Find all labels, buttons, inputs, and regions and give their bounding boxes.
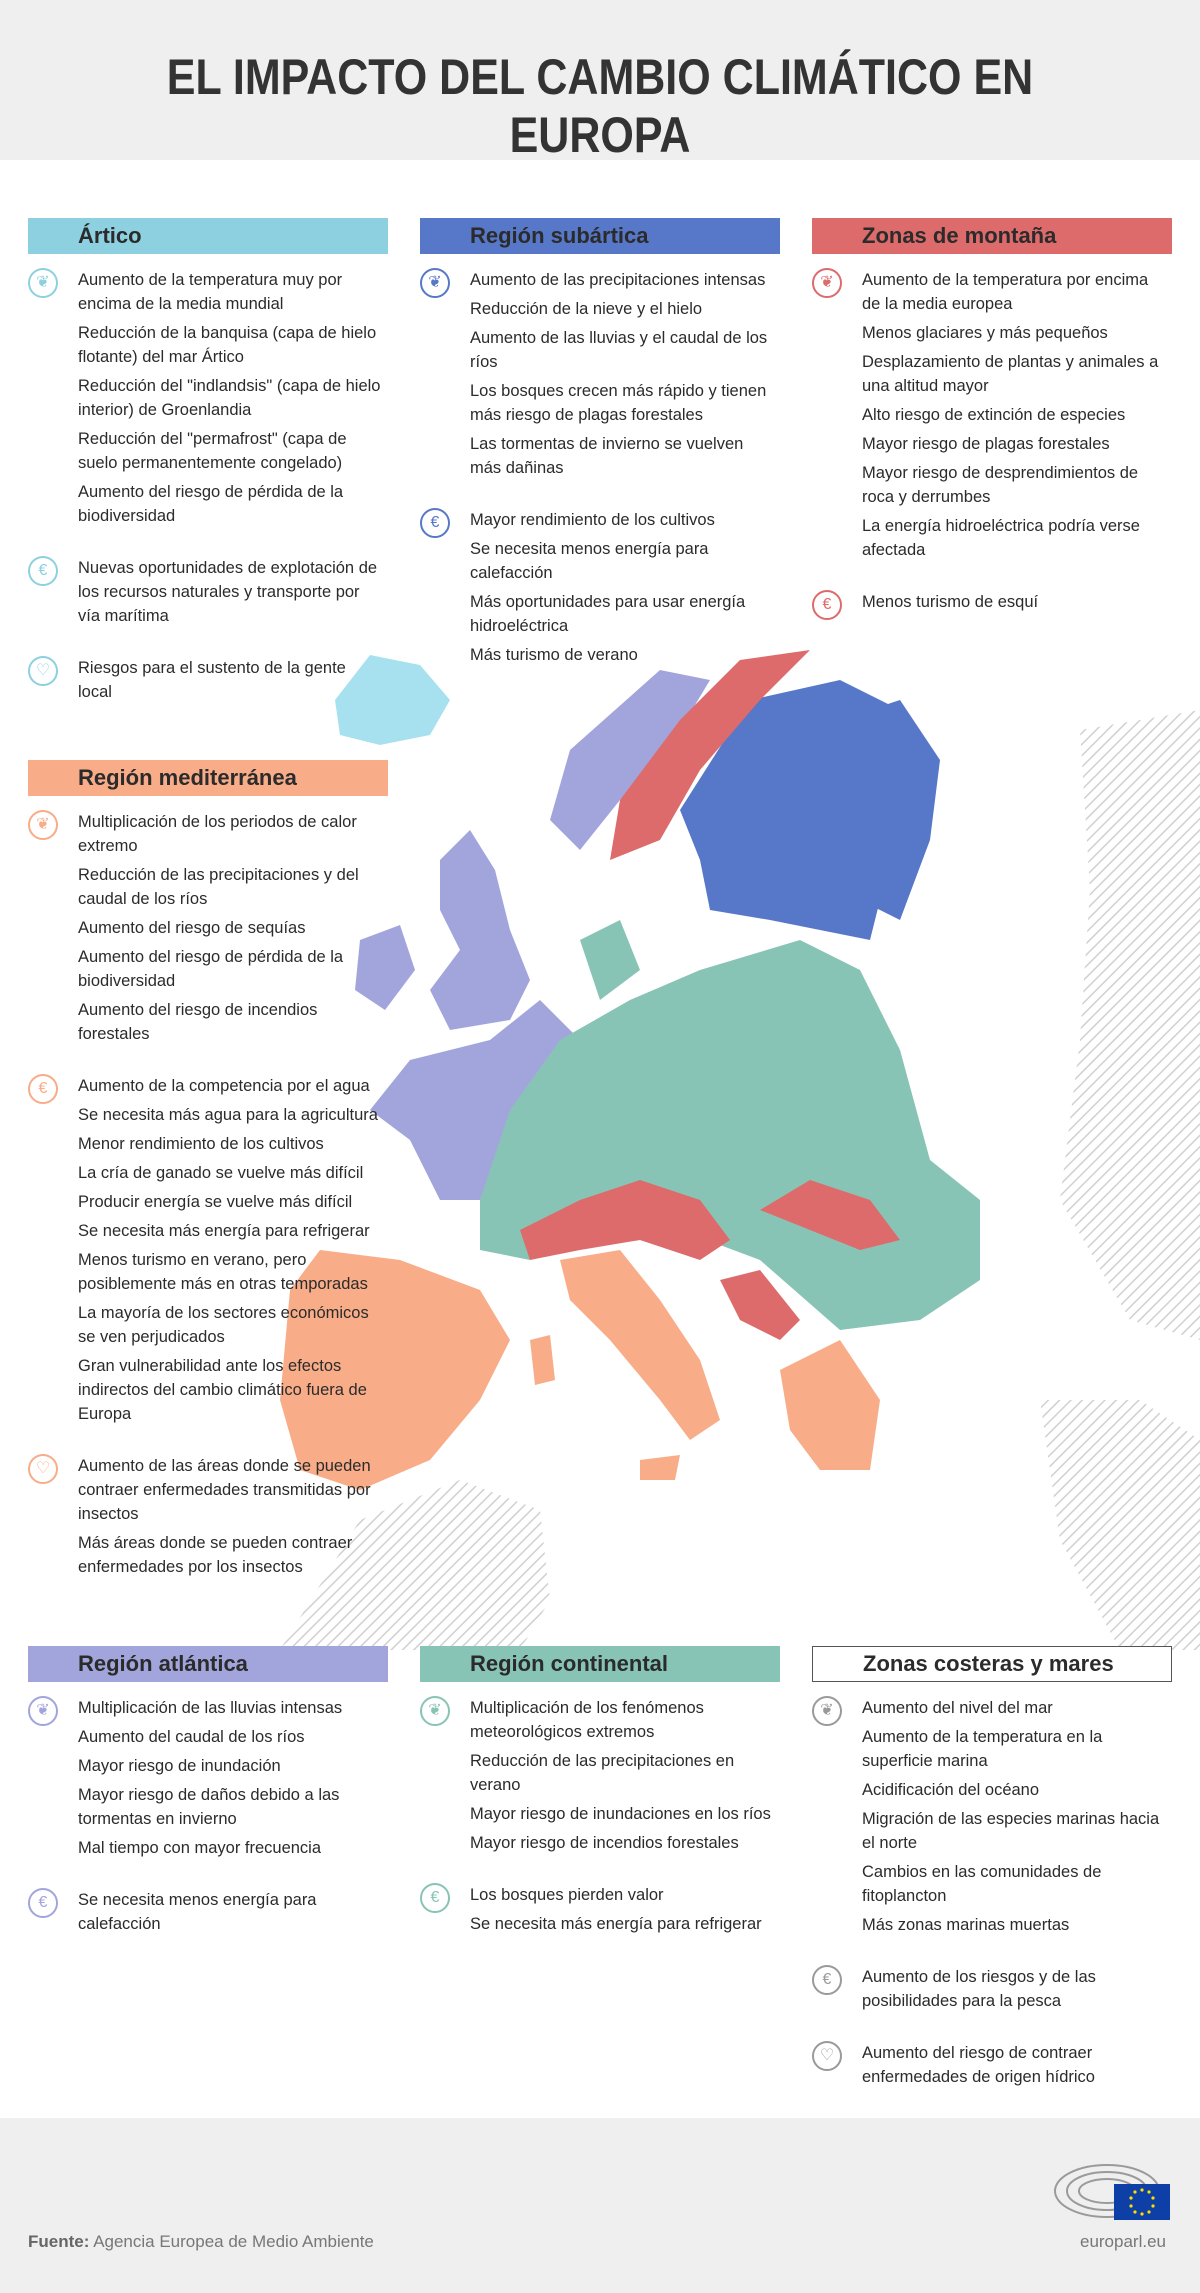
impact-item: Multiplicación de los periodos de calor extremo <box>78 813 357 855</box>
impact-item: Reducción de las precipitaciones y del caudal de los ríos <box>78 866 359 908</box>
impact-item: Gran vulnerabilidad ante los efectos indirectos del cambio climático fuera de Europa <box>78 1357 367 1423</box>
impact-item: Nuevas oportunidades de explotación de los recursos naturales y transporte por vía marítima <box>78 559 378 625</box>
impact-item: Menos turismo de esquí <box>862 593 1039 611</box>
region-subartica <box>420 218 780 672</box>
impact-group <box>812 1696 1172 1937</box>
region-atlantica <box>28 1646 388 1941</box>
impact-item: Aumento de la temperatura muy por encima de la media mundial <box>78 271 343 313</box>
impact-group <box>420 1696 780 1855</box>
impact-item: Aumento del riesgo de contraer enfermedades de origen hídrico <box>862 2044 1095 2086</box>
region-costeras <box>812 1646 1172 2094</box>
impact-item: Aumento de la competencia por el agua <box>78 1077 370 1095</box>
impact-item: Aumento del riesgo de pérdida de la biodiversidad <box>78 948 344 990</box>
impact-item: Aumento de las áreas donde se pueden contraer enfermedades transmitidas por insectos <box>78 1457 371 1523</box>
impact-group <box>812 590 1172 614</box>
euro-icon: € <box>420 508 450 538</box>
impact-item: Producir energía se vuelve más difícil <box>78 1193 353 1211</box>
header-band <box>0 0 1200 163</box>
leaf-icon: ❦ <box>28 268 58 298</box>
mediterranean-greece <box>780 1340 880 1470</box>
impact-item: Mayor rendimiento de los cultivos <box>470 511 715 529</box>
impact-item: Se necesita más energía para refrigerar <box>470 1915 762 1933</box>
impact-item: Aumento de los riesgos y de las posibilidades para la pesca <box>862 1968 1096 2010</box>
impact-item: Aumento del nivel del mar <box>862 1699 1053 1717</box>
leaf-icon: ❦ <box>28 1696 58 1726</box>
leaf-icon: ❦ <box>812 268 842 298</box>
parliament-logo-icon <box>1052 2146 1172 2221</box>
euro-icon: € <box>812 590 842 620</box>
hatched-southeast-area <box>1040 1400 1200 1650</box>
region-title: Ártico <box>28 218 388 254</box>
impact-group <box>28 656 388 704</box>
mediterranean-italy <box>560 1250 720 1440</box>
impact-item: Se necesita más energía para refrigerar <box>78 1222 370 1240</box>
impact-item: Más zonas marinas muertas <box>862 1916 1070 1934</box>
impact-group <box>420 508 780 667</box>
region-title: Región continental <box>420 1646 780 1682</box>
impact-item: Alto riesgo de extinción de especies <box>862 406 1126 424</box>
impact-item: Menor rendimiento de los cultivos <box>78 1135 324 1153</box>
leaf-icon: ❦ <box>812 1696 842 1726</box>
atlantic-uk <box>430 830 530 1030</box>
impact-group <box>812 1965 1172 2013</box>
impact-item: Aumento del riesgo de pérdida de la biodiversidad <box>78 483 344 525</box>
impact-item: Aumento del caudal de los ríos <box>78 1728 305 1746</box>
heart-icon: ♡ <box>28 1454 58 1484</box>
impact-item: Reducción de las precipitaciones en verano <box>470 1752 735 1794</box>
impact-item: Multiplicación de los fenómenos meteorológicos extremos <box>470 1699 704 1741</box>
impact-item: Riesgos para el sustento de la gente local <box>78 659 346 701</box>
impact-item: Mayor riesgo de daños debido a las tormentas en invierno <box>78 1786 340 1828</box>
euro-icon: € <box>812 1965 842 1995</box>
impact-item: Mayor riesgo de inundación <box>78 1757 281 1775</box>
region-artico <box>28 218 388 709</box>
impact-item: Cambios en las comunidades de fitoplancton <box>862 1863 1102 1905</box>
impact-group <box>420 1883 780 1936</box>
leaf-icon: ❦ <box>28 810 58 840</box>
impact-item: Reducción del "indlandsis" (capa de hielo interior) de Groenlandia <box>78 377 381 419</box>
region-title: Región mediterránea <box>28 760 388 796</box>
source-label: Fuente: <box>28 2232 90 2251</box>
impact-item: Acidificación del océano <box>862 1781 1040 1799</box>
region-title: Zonas costeras y mares <box>812 1646 1172 1682</box>
impact-item: Más oportunidades para usar energía hidroeléctrica <box>470 593 746 635</box>
impact-item: Más áreas donde se pueden contraer enfermedades por los insectos <box>78 1534 353 1576</box>
impact-item: La mayoría de los sectores económicos se ven perjudicados <box>78 1304 369 1346</box>
page-title: EL IMPACTO DEL CAMBIO CLIMÁTICO EN EUROPA <box>166 49 1034 163</box>
impact-item: Mayor riesgo de plagas forestales <box>862 435 1110 453</box>
euro-icon: € <box>28 1074 58 1104</box>
impact-item: Se necesita menos energía para calefacción <box>78 1891 317 1933</box>
euro-icon: € <box>420 1883 450 1913</box>
impact-item: Mayor riesgo de incendios forestales <box>470 1834 739 1852</box>
impact-item: Migración de las especies marinas hacia el norte <box>862 1810 1160 1852</box>
continental-denmark <box>580 920 640 1000</box>
euro-icon: € <box>28 556 58 586</box>
impact-item: Mayor riesgo de inundaciones en los ríos <box>470 1805 771 1823</box>
impact-item: La cría de ganado se vuelve más difícil <box>78 1164 364 1182</box>
region-montana <box>812 218 1172 619</box>
region-title: Región subártica <box>420 218 780 254</box>
impact-item: Aumento de la temperatura en la superficie marina <box>862 1728 1103 1770</box>
impact-group <box>28 810 388 1046</box>
impact-item: Los bosques pierden valor <box>470 1886 664 1904</box>
impact-item: Menos glaciares y más pequeños <box>862 324 1108 342</box>
impact-item: Desplazamiento de plantas y animales a una altitud mayor <box>862 353 1159 395</box>
impact-item: Reducción de la banquisa (capa de hielo flotante) del mar Ártico <box>78 324 377 366</box>
heart-icon: ♡ <box>812 2041 842 2071</box>
source-credit <box>28 2232 374 2252</box>
impact-item: Aumento de las lluvias y el caudal de los ríos <box>470 329 768 371</box>
impact-group <box>812 268 1172 562</box>
site-link[interactable]: europarl.eu <box>1079 2232 1166 2251</box>
impact-item: Aumento del riesgo de incendios forestales <box>78 1001 318 1043</box>
impact-group <box>812 2041 1172 2089</box>
impact-item: Multiplicación de las lluvias intensas <box>78 1699 343 1717</box>
impact-item: Aumento de la temperatura por encima de la media europea <box>862 271 1149 313</box>
impact-item: Reducción de la nieve y el hielo <box>470 300 703 318</box>
impact-group <box>28 1696 388 1860</box>
impact-item: Aumento del riesgo de sequías <box>78 919 306 937</box>
footer-band <box>0 2118 1200 2293</box>
impact-group <box>28 1888 388 1936</box>
region-title: Región atlántica <box>28 1646 388 1682</box>
impact-group <box>28 1454 388 1579</box>
impact-item: Aumento de las precipitaciones intensas <box>470 271 766 289</box>
impact-group <box>28 268 388 528</box>
source-text: Agencia Europea de Medio Ambiente <box>93 2232 374 2251</box>
europe-map <box>280 640 1200 1650</box>
region-mediterranea <box>28 760 388 1584</box>
impact-item: Mayor riesgo de desprendimientos de roca y derrumbes <box>862 464 1139 506</box>
heart-icon: ♡ <box>28 656 58 686</box>
impact-item: Los bosques crecen más rápido y tienen más riesgo de plagas forestales <box>470 382 767 424</box>
impact-item: Se necesita menos energía para calefacción <box>470 540 709 582</box>
impact-group <box>28 1074 388 1426</box>
euro-icon: € <box>28 1888 58 1918</box>
impact-item: Más turismo de verano <box>470 646 638 664</box>
leaf-icon: ❦ <box>420 1696 450 1726</box>
hatched-east-area <box>1060 710 1200 1340</box>
region-title: Zonas de montaña <box>812 218 1172 254</box>
impact-item: Menos turismo en verano, pero posiblemente más en otras temporadas <box>78 1251 368 1293</box>
impact-item: La energía hidroeléctrica podría verse afectada <box>862 517 1140 559</box>
leaf-icon: ❦ <box>420 268 450 298</box>
region-continental <box>420 1646 780 1941</box>
impact-item: Se necesita más agua para la agricultura <box>78 1106 378 1124</box>
impact-group <box>28 556 388 628</box>
impact-group <box>420 268 780 480</box>
impact-item: Las tormentas de invierno se vuelven más dañinas <box>470 435 744 477</box>
impact-item: Mal tiempo con mayor frecuencia <box>78 1839 322 1857</box>
impact-item: Reducción del "permafrost" (capa de suelo permanentemente congelado) <box>78 430 347 472</box>
continental-central <box>480 940 980 1330</box>
